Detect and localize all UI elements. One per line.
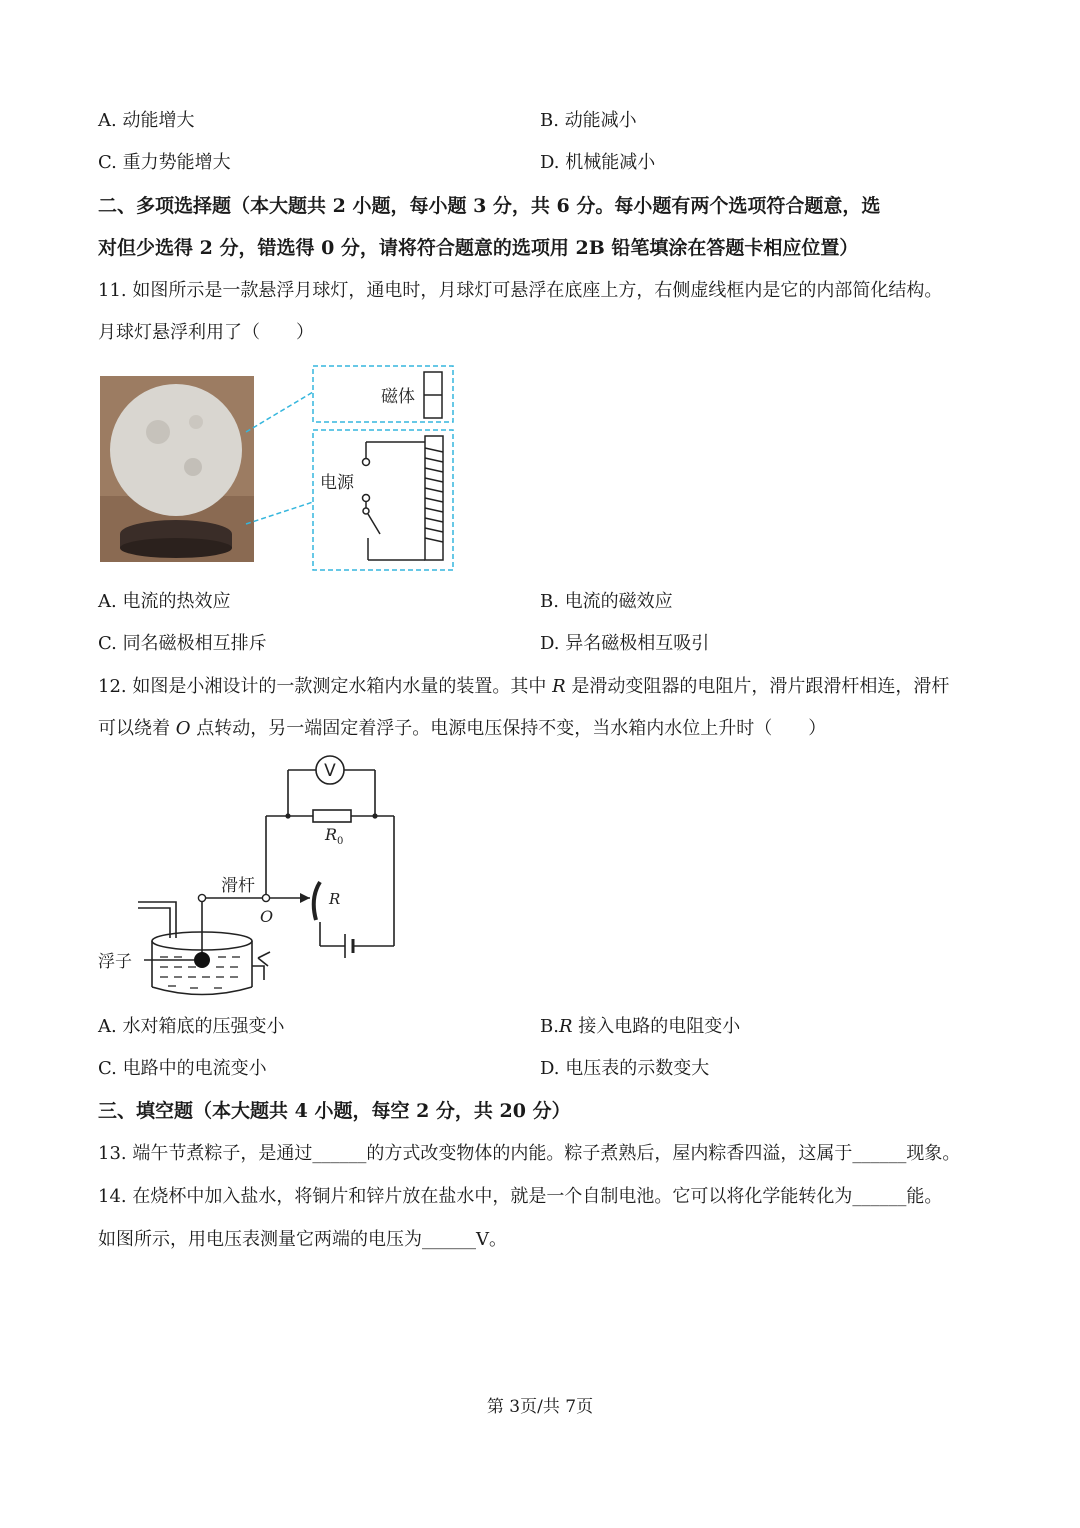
rod-label: 滑杆 [221,876,255,896]
q12-stem-line1: 12. 如图是小湘设计的一款测定水箱内水量的装置。其中 R 是滑动变阻器的电阻片，滑片跟滑杆相连，滑杆 [98,676,950,697]
q12-option-c: C. 电路中的电流变小 [98,1058,267,1079]
q10-option-b: B. 动能减小 [540,110,637,131]
r0-label: $R_0$ [325,825,344,847]
q11-option-c: C. 同名磁极相互排斥 [98,633,267,654]
section2-heading-line1: 二、多项选择题（本大题共 2 小题，每小题 3 分，共 6 分。每小题有两个选项符合题意，选 [98,195,881,217]
q11-option-d: D. 异名磁极相互吸引 [540,633,710,654]
voltmeter-label: V [324,761,336,781]
q12-option-b: B.R 接入电路的电阻变小 [540,1016,741,1037]
r0-resistor [313,810,351,822]
q11-option-a: A. 电流的热效应 [98,591,231,612]
r-label: R [329,890,341,908]
magnet-label: 磁体 [381,387,415,407]
power-label: 电源 [320,473,354,493]
moon-lamp-photo [100,376,254,562]
slider-arrow [300,893,310,903]
section2-heading-line2: 对但少选得 2 分，错选得 0 分，请将符合题意的选项用 2B 铅笔填涂在答题卡相应位置） [98,237,859,259]
pivot-label: O [260,907,274,926]
q10-option-d: D. 机械能减小 [540,152,656,173]
q14-stem-line1: 14. 在烧杯中加入盐水，将铜片和锌片放在盐水中，就是一个自制电池。它可以将化学能转化为______能。 [98,1186,943,1207]
q11-stem-line2: 月球灯悬浮利用了（ ） [98,322,314,343]
q11-stem-line1: 11. 如图所示是一款悬浮月球灯，通电时，月球灯可悬浮在底座上方，右侧虚线框内是它的内部简化结构。 [98,280,943,301]
q12-option-a: A. 水对箱底的压强变小 [98,1016,285,1037]
section3-heading: 三、填空题（本大题共 4 小题，每空 2 分，共 20 分） [98,1100,571,1122]
q11-option-b: B. 电流的磁效应 [540,591,673,612]
q10-option-c: C. 重力势能增大 [98,152,231,173]
q12-stem-line2: 可以绕着 O 点转动，另一端固定着浮子。电源电压保持不变，当水箱内水位上升时（ ） [98,718,827,739]
q10-option-a: A. 动能增大 [98,110,195,131]
q11-moon-lamp-figure [98,362,458,572]
float-ball [194,952,210,968]
page-number: 第 3页/共 7页 [486,1397,594,1417]
q13-stem: 13. 端午节煮粽子，是通过______的方式改变物体的内能。粽子煮熟后，屋内粽香四溢，这属于______现象。 [98,1143,961,1164]
q12-option-d: D. 电压表的示数变大 [540,1058,710,1079]
slide-resistor-r [314,882,320,920]
coil-circuit [363,436,444,560]
q14-stem-line2: 如图所示，用电压表测量它两端的电压为______V。 [98,1229,507,1250]
float-label: 浮子 [98,952,132,972]
q12-water-tank-circuit-figure [98,752,418,1002]
